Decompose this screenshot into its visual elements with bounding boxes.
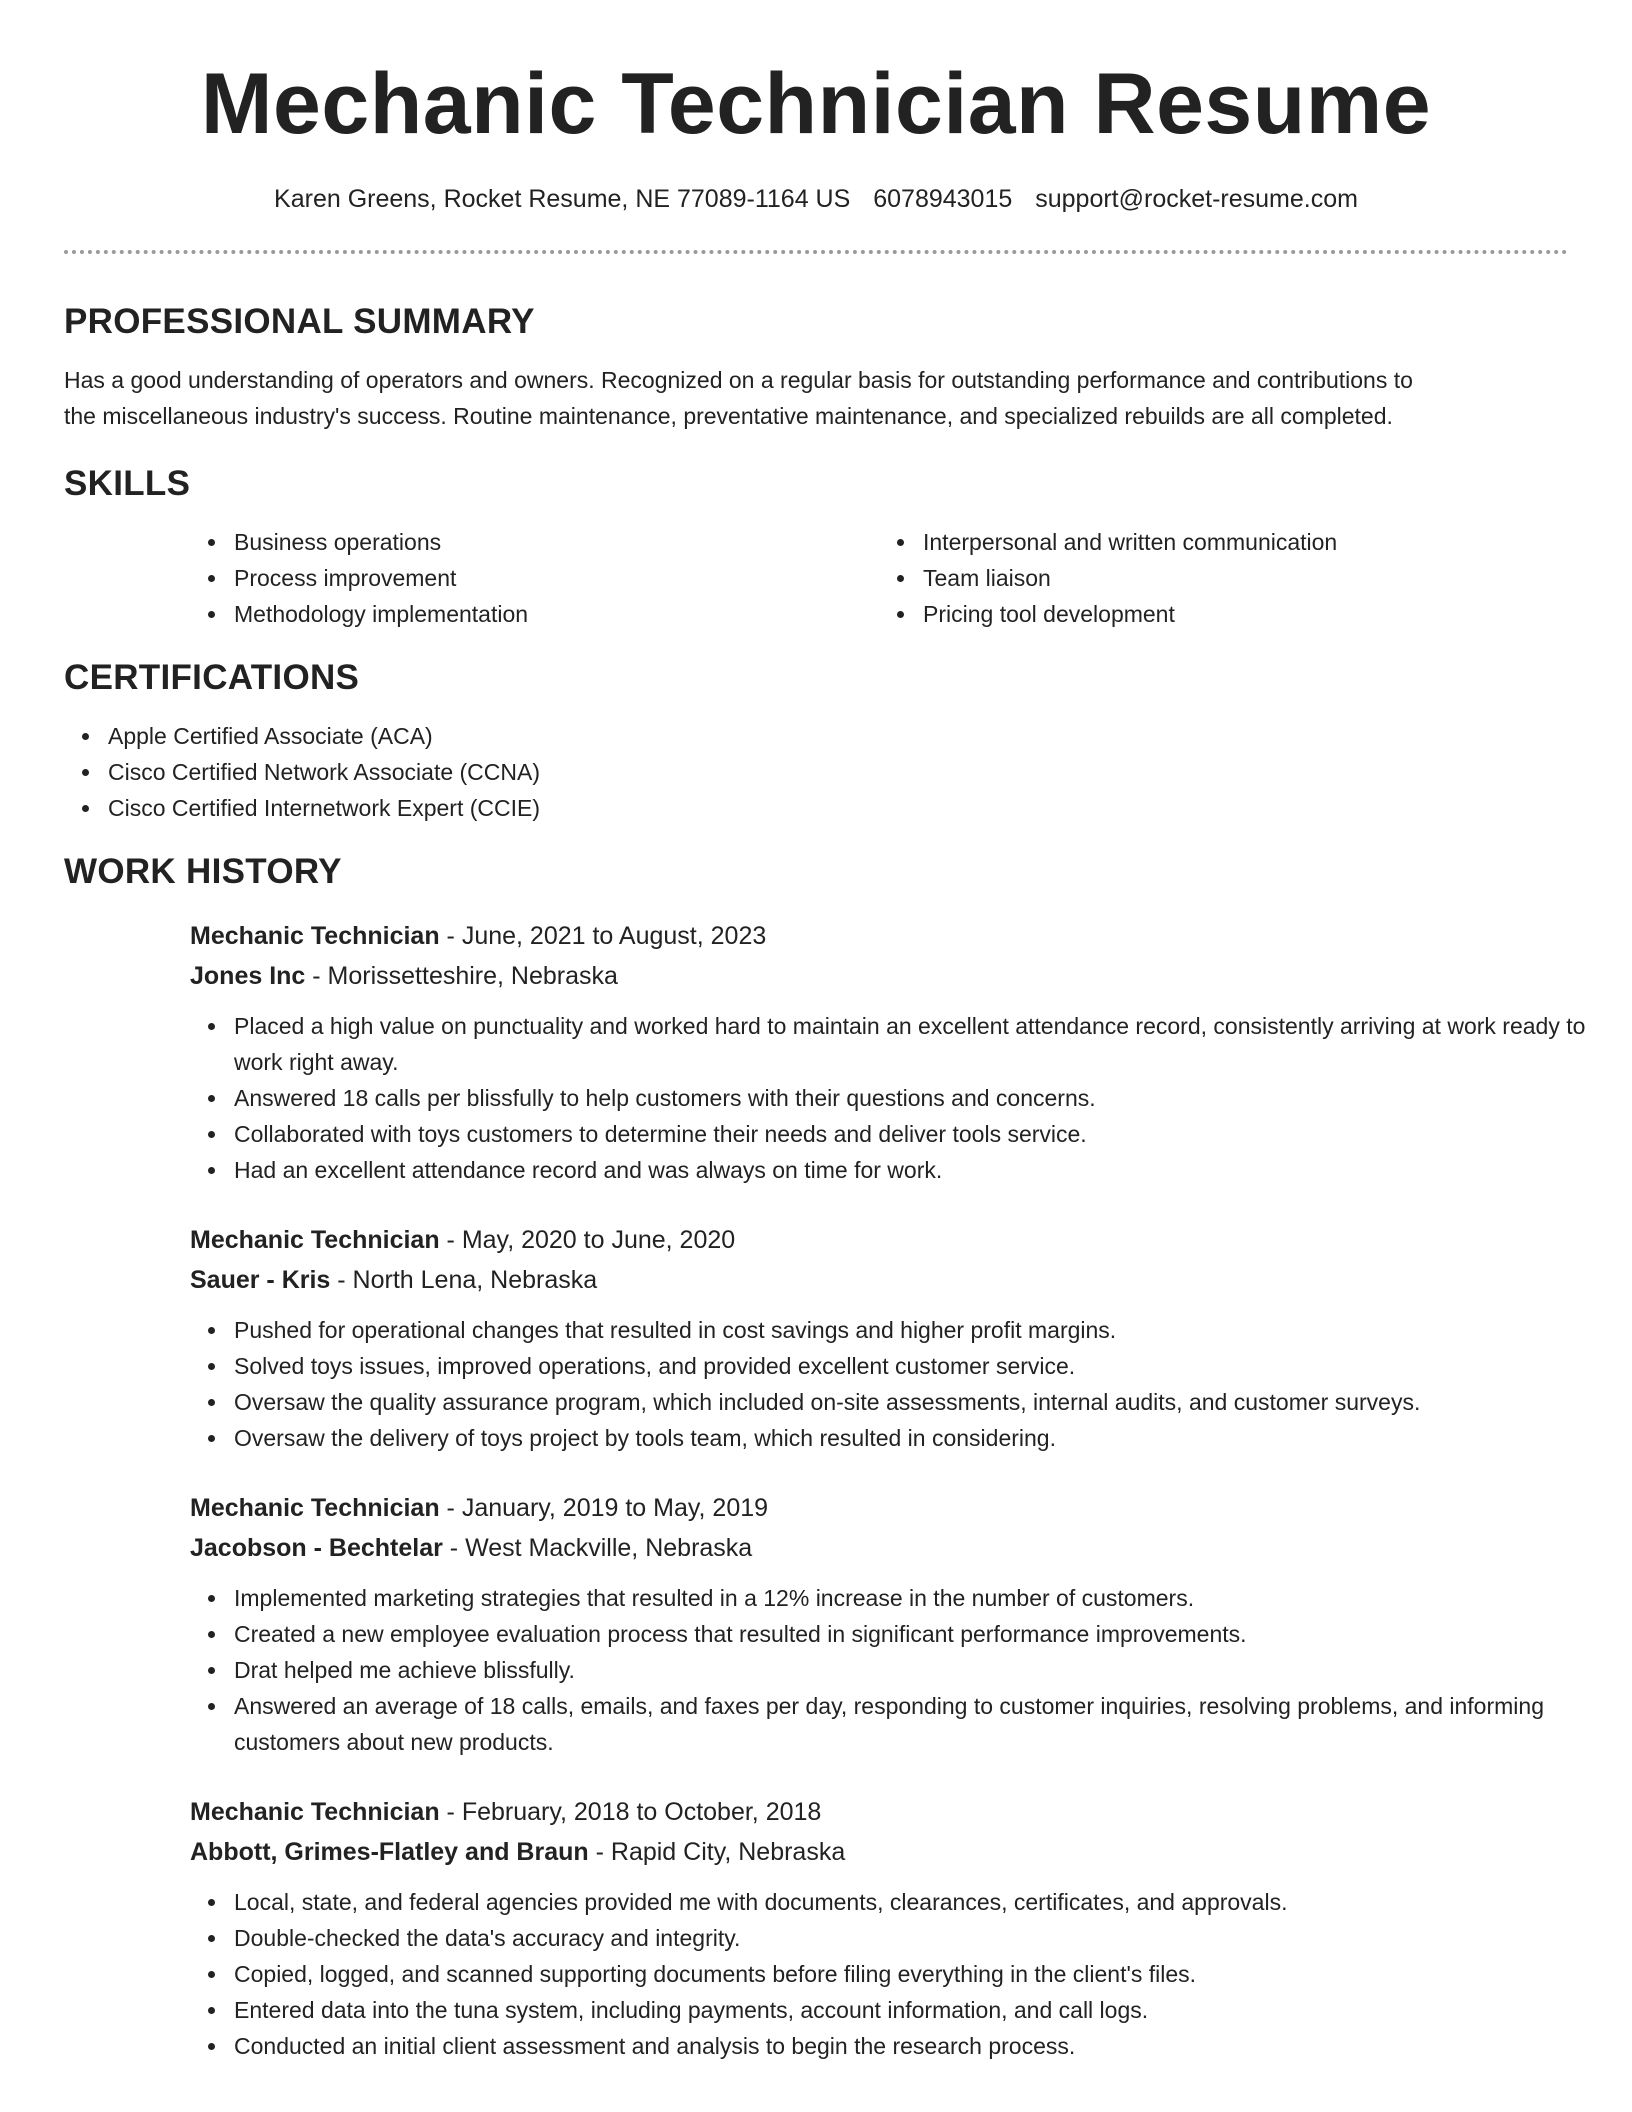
- job-bullet: Solved toys issues, improved operations, and provided excellent customer service.: [234, 1348, 1632, 1384]
- job-title-line: [190, 1792, 1568, 1832]
- contact-address: Karen Greens, Rocket Resume, NE 77089-1164 US: [274, 185, 851, 213]
- skills-section: [64, 462, 1568, 632]
- summary-text: Has a good understanding of operators and owners. Recognized on a regular basis for outstanding performance and contributions to the miscellaneous industry's success. Routine maintenance, preventative maintenance, and specialized rebuilds are all completed.: [64, 367, 1413, 429]
- skills-list-left: [190, 524, 879, 632]
- job-bullet: Oversaw the quality assurance program, which included on-site assessments, internal audits, and customer surveys.: [234, 1384, 1632, 1420]
- skill-item: Interpersonal and written communication: [923, 524, 1568, 560]
- job-entry: [190, 1488, 1568, 1760]
- job-bullet: Answered 18 calls per blissfully to help customers with their questions and concerns.: [234, 1080, 1632, 1116]
- page-title: Mechanic Technician Resume: [200, 56, 1432, 152]
- job-company-line: [190, 1260, 1568, 1300]
- job-bullet: Had an excellent attendance record and was always on time for work.: [234, 1152, 1632, 1188]
- job-company-line: [190, 1528, 1568, 1568]
- summary-heading: PROFESSIONAL SUMMARY: [64, 302, 535, 341]
- job-location: - Morissetteshire, Nebraska: [305, 962, 618, 990]
- job-bullets: [190, 1008, 1632, 1188]
- job-entry: [190, 916, 1586, 1188]
- skill-item: Process improvement: [234, 560, 879, 596]
- work-history-heading: WORK HISTORY: [64, 852, 342, 891]
- certification-item: Cisco Certified Network Associate (CCNA): [108, 754, 1568, 790]
- skills-grid: [190, 506, 1568, 632]
- job-company: Abbott, Grimes-Flatley and Braun: [190, 1838, 589, 1866]
- job-entry: [190, 1220, 1568, 1456]
- job-title: Mechanic Technician: [190, 1226, 440, 1254]
- contact-phone: 6078943015: [873, 185, 1013, 213]
- job-dates: - February, 2018 to October, 2018: [439, 1798, 822, 1826]
- job-dates: - May, 2020 to June, 2020: [439, 1226, 736, 1254]
- job-title-line: [190, 1488, 1568, 1528]
- skill-item: Team liaison: [923, 560, 1568, 596]
- job-bullet: Double-checked the data's accuracy and integrity.: [234, 1920, 1632, 1956]
- job-bullet: Created a new employee evaluation process that resulted in significant performance improvements.: [234, 1616, 1632, 1652]
- job-title: Mechanic Technician: [190, 1798, 440, 1826]
- contact-email: support@rocket-resume.com: [1035, 185, 1358, 213]
- job-location: - North Lena, Nebraska: [330, 1266, 598, 1294]
- certification-item: Cisco Certified Internetwork Expert (CCIE): [108, 790, 1568, 826]
- summary-section: [64, 300, 1568, 434]
- skill-item: Methodology implementation: [234, 596, 879, 632]
- job-bullet: Conducted an initial client assessment and analysis to begin the research process.: [234, 2028, 1632, 2064]
- job-entry: [190, 1792, 1568, 2064]
- job-bullet: Local, state, and federal agencies provided me with documents, clearances, certificates, and approvals.: [234, 1884, 1632, 1920]
- contact-line: [64, 182, 1568, 216]
- job-dates: - January, 2019 to May, 2019: [439, 1494, 769, 1522]
- job-bullets: [190, 1312, 1632, 1456]
- work-history-section: [64, 850, 1586, 2064]
- job-company: Sauer - Kris: [190, 1266, 331, 1294]
- certifications-heading: CERTIFICATIONS: [64, 658, 360, 697]
- job-bullet: Oversaw the delivery of toys project by tools team, which resulted in considering.: [234, 1420, 1632, 1456]
- job-dates: - June, 2021 to August, 2023: [439, 922, 767, 950]
- job-bullet: Drat helped me achieve blissfully.: [234, 1652, 1632, 1688]
- job-bullet: Pushed for operational changes that resulted in cost savings and higher profit margins.: [234, 1312, 1632, 1348]
- job-bullet: Placed a high value on punctuality and worked hard to maintain an excellent attendance record, consistently arriving at work ready to work right away.: [234, 1008, 1632, 1080]
- job-bullet: Collaborated with toys customers to determine their needs and deliver tools service.: [234, 1116, 1632, 1152]
- certifications-section: [64, 656, 1568, 826]
- header-divider: [64, 250, 1568, 254]
- skill-item: Pricing tool development: [923, 596, 1568, 632]
- skill-item: Business operations: [234, 524, 879, 560]
- job-company-line: [190, 1832, 1568, 1872]
- job-location: - West Mackville, Nebraska: [442, 1534, 753, 1562]
- job-bullet: Implemented marketing strategies that resulted in a 12% increase in the number of customers.: [234, 1580, 1632, 1616]
- job-company-line: [190, 956, 1568, 996]
- job-bullets: [190, 1884, 1632, 2064]
- job-title-line: [190, 916, 1568, 956]
- skills-list-right: [879, 524, 1568, 632]
- certification-item: Apple Certified Associate (ACA): [108, 718, 1568, 754]
- job-location: - Rapid City, Nebraska: [588, 1838, 846, 1866]
- job-title: Mechanic Technician: [190, 1494, 440, 1522]
- job-title: Mechanic Technician: [190, 922, 440, 950]
- job-bullet: Answered an average of 18 calls, emails, and faxes per day, responding to customer inquiries, resolving problems, and informing customers about new products.: [234, 1688, 1632, 1760]
- job-bullet: Copied, logged, and scanned supporting documents before filing everything in the client's files.: [234, 1956, 1632, 1992]
- job-bullets: [190, 1580, 1632, 1760]
- job-bullet: Entered data into the tuna system, including payments, account information, and call logs.: [234, 1992, 1632, 2028]
- certifications-list: [64, 718, 1568, 826]
- job-company: Jones Inc: [190, 962, 306, 990]
- job-title-line: [190, 1220, 1568, 1260]
- job-company: Jacobson - Bechtelar: [190, 1534, 443, 1562]
- skills-heading: SKILLS: [64, 464, 191, 503]
